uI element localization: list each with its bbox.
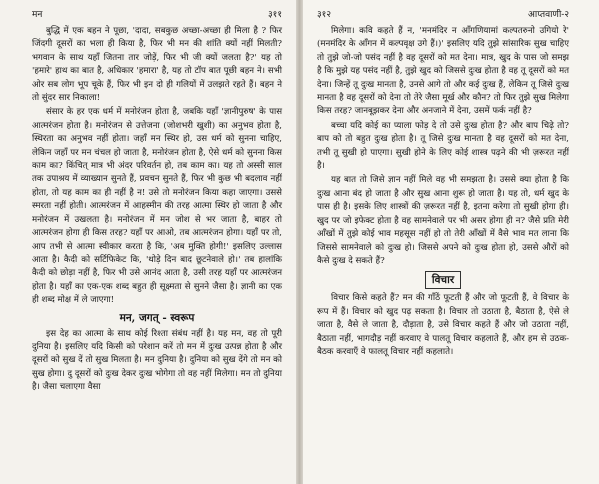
left-page-number: ३११ [267,10,282,20]
left-section-title: मन, जगत् - स्वरूप [119,311,195,324]
left-paragraph-1: बुद्धि में एक बहन ने पूछा, 'दादा, सबकुछ अच्छा-अच्छा ही मिला है ? फिर जिंदगी दूसरों का भला ही किया है, फिर भी मन की शांति क्यों नहीं मिलती? भगवान के साथ यहाँ जितना तार जोड़ें, फिर भी जी क्यों जलता है?' यह तो 'हमारे' हाथ का बात है, अधिकार 'हमारा' है, यह तो टॉप बात पूछी बहन ने। सभी ओर सब लोग भूप चूके हैं, फिर भी इन दो ही गलियों में उलझते रहते हैं। बहन ने तो सुंदर सार निकाला! [32,26,282,104]
left-section-heading [32,311,282,325]
right-header-title: आप्तवाणी-२ [528,10,569,20]
right-section-paragraph-1: विचार किसे कहते हैं? मन की गाँठें फूटती हैं और जो फूटती हैं, वे विचार के रूप में हैं। विचार को खुद पढ़ सकता है। विचार तो उठाता है, बैठाता है, ऐसे ले जाता है, वैसे ले जाता है, दौड़ाता है, उसे विचार कहते हैं और जो उठाता नहीं, बैठाता नहीं, भागदौड़ नहीं करवाए वे पालतू विचार कहलाते हैं, और हम से उठक-बैठक करवाएँ वे फालतू विचार नहीं कहलाते। [317,293,569,357]
right-page-number: ३१२ [317,10,332,20]
right-running-head [317,10,569,21]
right-paragraph-2: बच्चा यदि कोई का प्याला फोड़ दे तो उसे दुःख होता है? और बाप चिढ़े तो? बाप को तो बहुत दुःख होता है। तू जिसे दुःख मानता है वह दूसरों को मत देना, तभी तू सुखी हो पाएगा। सुखी होने के लिए कोई शास्त्र पढ़ने की भी ज़रूरत नहीं है। [317,120,569,172]
right-page [303,0,599,484]
right-section-title: विचार [425,271,461,289]
left-page [0,0,296,484]
left-section-paragraph-1: इस देह का आत्मा के साथ कोई रिश्ता संबंध नहीं है। यह मन, वह तो पूरी दुनिया है। इसलिए यदि किसी को परेशान करें तो मन में दुःख उत्पन्न होता है और दूसरों को सुख दें तो सुख मिलता है। मन दुनिया है। दुनिया को सुख देंगे तो मन को सुख होगा। दु दूसरों को दुःख देकर दुःख भोगेगा तो वह नहीं मिलेगा। मन तो दुनिया है। जैसा चलाएगा वैसा [32,328,282,393]
right-paragraph-3: यह बात तो जिसे ज्ञान नहीं मिले वह भी समझता है। उससे क्या होता है कि दुःख आना बंद हो जाता है और सुख आना शुरू हो जाता है। यह तो, धर्म खुद के पास ही है। इसके लिए शास्त्रों की ज़रूरत नहीं है, इतना करेगा तो सुखी होगा ही। खुद पर जो इफेक्ट होता है वह सामनेवाले पर भी असर होगा ही न? जैसे प्रति मेरी आँखों में तुझे कोई भाव महसूस नहीं हो तो तेरी आँखों में वैसे भाव मत लाना कि जिससे सामनेवाले को दुःख हो। जिससे अपने को दुःख होता हो, उससे औरों को कैसे दुःख दे सकते हैं? [317,175,569,266]
book-gutter [296,0,303,484]
right-paragraph-1: मिलेगा। कवि कहते हैं न, 'मनमंदिर न आँगणियामां कल्पतरुनो उगियो रे' (मनमंदिर के आँगन में कल्पवृक्ष उगे हैं।)' इसलिए यदि तुझे सांसारिक सुख चाहिए तो तुझे जो-जो पसंद नहीं है वह दूसरों को मत देना। मात्र, खुद के पास जो समझ है कि मुझे यह पसंद नहीं है, तुझे खुद को जिससे दुःख होता है वह तू दूसरों को मत देना। जिन्हें तू दुःख मानता है, उनसे आगे तो और कई दुःख हैं, लेकिन तू जिसे दुःख मानता है वह दूसरों को देना तो तेरे जैसा मूर्ख और कौन? तो फिर तुझे सुख मिलेगा किस तरह? जानबूझकर देना और अनजाने में देना, उसमें फर्क नहीं है? [317,26,569,117]
left-running-head [32,10,282,21]
left-header-title: मन [32,10,43,20]
right-section-heading [317,271,569,289]
left-paragraph-2: संसार के हर एक धर्म में मनोरंजन होता है, जबकि यहाँ 'ज्ञानीपुरुष' के पास आत्मरंजन होता है। मनोरंजन से उत्तेजना (जोशभरी खुशी) का अनुभव होता है, स्थिरता का अनुभव नहीं होता। जहाँ मन स्थिर हो, उस धर्म को सुनना चाहिए, लेकिन जहाँ पर मन चंचल हो जाता है, मनोरंजन होता है, ऐसे धर्म को सुनना किस काम का? किंचित् मात्र भी अंदर परिवर्तन हो, तब काम का। यह तो अस्सी साल तक उपाश्रय में व्याख्यान सुनते हैं, प्रवचन सुनते हैं, फिर भी कुछ भी बदलाव नहीं होता, तो यह काम का ही नहीं है न! उसे तो मनोरंजन किया कहा जाएगा। उससे स्मरता नहीं होती। आत्मरंजन में आहस्मीन की तरह आत्मा स्थिर हो जाता है और मनोरंजन में उखलता है। मनोरंजन में मन जोश से भर जाता है, बाहर तो आत्मरंजन होगा ही किस तरह? यहाँ पर आओ, तब आत्मरंजन होगा। यहाँ पर तो, आप तभी से आत्मा स्वीकार करता है कि, 'अब मुक्ति होगी!' इसलिए उल्लास आता है। कैदी को सर्टिफिकेट कि, 'थोड़े दिन बाद छूटनेवाले हो।' तब हालांकि कैदी को छोड़ा नहीं है, फिर भी उसे आनंद आता है, उसी तरह यहाँ पर आत्मरंजन होता है। यहाँ का एक-एक शब्द बहुत ही सूक्ष्मता से सुनने जैसा है। ज्ञानी का एक ही शब्द मोक्ष में ले जाएगा! [32,107,282,306]
